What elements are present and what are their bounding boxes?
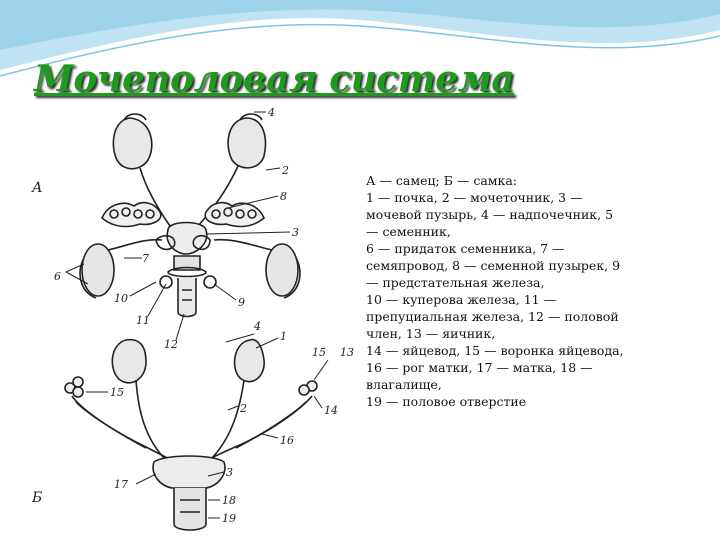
- label-10: 10: [114, 292, 128, 305]
- label-14: 14: [324, 404, 338, 417]
- label-1: 1: [280, 330, 287, 343]
- label-17: 17: [114, 478, 128, 491]
- label-3: 3: [292, 226, 299, 239]
- label-8: 8: [280, 190, 287, 203]
- label-11: 11: [136, 314, 150, 327]
- panel-letter-b: Б: [32, 490, 43, 506]
- caption-line: — семенник,: [366, 224, 451, 239]
- label-18: 18: [222, 494, 236, 507]
- label-7: 7: [142, 252, 149, 265]
- label-2: 2: [240, 402, 247, 415]
- caption-line: препуциальная железа, 12 — половой: [366, 309, 619, 324]
- male-diagram: [66, 112, 300, 340]
- urogenital-system-illustration: [28, 108, 364, 538]
- caption-line: 16 — рог матки, 17 — матка, 18 —: [366, 360, 593, 375]
- caption-line: мочевой пузырь, 4 — надпочечник, 5: [366, 207, 614, 222]
- label-16: 16: [280, 434, 294, 447]
- label-13: 13: [340, 346, 354, 359]
- caption-line: семяпровод, 8 — семенной пузырек, 9: [366, 258, 621, 273]
- panel-letter-a: А: [32, 180, 43, 196]
- slide-title: Мочеполовая система: [34, 58, 515, 100]
- female-diagram: [65, 334, 328, 530]
- caption-line: А — самец; Б — самка:: [366, 173, 517, 188]
- caption-line: 1 — почка, 2 — мочеточник, 3 —: [366, 190, 583, 205]
- label-6: 6: [54, 270, 61, 283]
- label-4: 4: [268, 108, 275, 119]
- caption-line: 10 — куперова железа, 11 —: [366, 292, 557, 307]
- caption-line: влагалище,: [366, 377, 442, 392]
- label-9: 9: [238, 296, 245, 309]
- caption-line: 6 — придаток семенника, 7 —: [366, 241, 565, 256]
- caption-line: член, 13 — яичник,: [366, 326, 496, 341]
- label-12: 12: [164, 338, 178, 351]
- label-15: 15: [110, 386, 124, 399]
- figure-caption: [366, 172, 671, 410]
- label-3: 3: [226, 466, 233, 479]
- label-19: 19: [222, 512, 236, 525]
- caption-line: — предстательная железа,: [366, 275, 545, 290]
- caption-line: 19 — половое отверстие: [366, 394, 527, 409]
- label-2: 2: [282, 164, 289, 177]
- label-4: 4: [254, 320, 261, 333]
- caption-line: 14 — яйцевод, 15 — воронка яйцевода,: [366, 343, 624, 358]
- label-15: 15: [312, 346, 326, 359]
